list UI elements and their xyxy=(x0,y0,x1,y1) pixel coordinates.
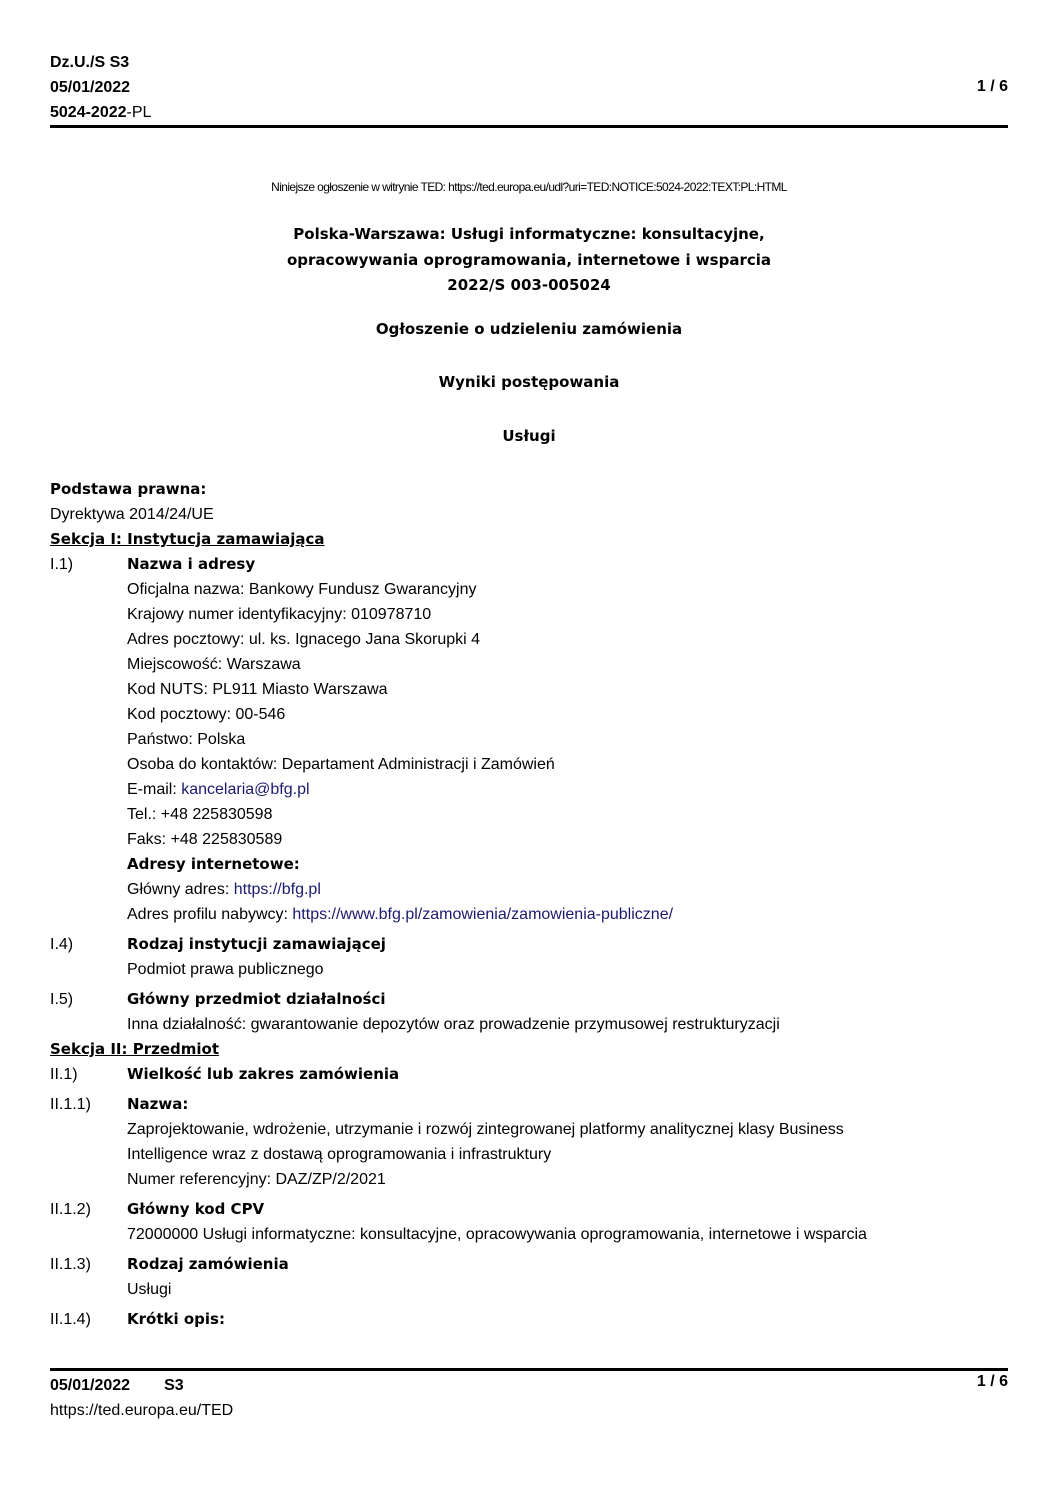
legal-basis-value: Dyrektywa 2014/24/UE xyxy=(50,506,214,523)
item-heading: Główny kod CPV xyxy=(127,1200,265,1218)
notice-type: Ogłoszenie o udzieleniu zamówienia xyxy=(375,320,683,338)
title-line-1: Polska-Warszawa: Usługi informatyczne: konsultacyjne, xyxy=(293,225,765,243)
authority-type: Podmiot prawa publicznego xyxy=(127,961,324,978)
footer-date: 05/01/2022 xyxy=(50,1377,131,1394)
main-activity: Inna działalność: gwarantowanie depozytów oraz prowadzenie przymusowej restrukturyzacji xyxy=(127,1016,780,1033)
notice-id-suffix: -PL xyxy=(126,104,152,121)
postal-code: Kod pocztowy: 00-546 xyxy=(127,706,286,723)
header-rule xyxy=(50,125,1008,128)
national-id: Krajowy numer identyfikacyjny: 010978710 xyxy=(127,606,432,623)
item-heading: Nazwa i adresy xyxy=(127,555,256,573)
buyer-profile-line xyxy=(127,902,1010,927)
item-number: II.1.2) xyxy=(50,1201,91,1218)
email-label: E-mail: xyxy=(127,781,182,798)
item-number: II.1) xyxy=(50,1066,78,1083)
postal-address: Adres pocztowy: ul. ks. Ignacego Jana Skorupki 4 xyxy=(127,631,481,648)
email-link[interactable]: kancelaria@bfg.pl xyxy=(181,781,310,798)
main-address-link[interactable]: https://bfg.pl xyxy=(233,881,321,898)
cpv-code: 72000000 Usługi informatyczne: konsultacyjne, opracowywania oprogramowania, internetowe i wsparcia xyxy=(127,1226,867,1243)
procedure-results: Wyniki postępowania xyxy=(438,373,620,391)
page-header xyxy=(50,50,151,125)
ted-notice-link[interactable]: Niniejsze ogłoszenie w witrynie TED: https://ted.europa.eu/udl?uri=TED:NOTICE:5024-2022:TEXT:PL:HTML xyxy=(271,180,787,194)
contract-kind: Usługi xyxy=(127,1281,172,1298)
fax: Faks: +48 225830589 xyxy=(127,831,283,848)
item-heading: Główny przedmiot działalności xyxy=(127,990,386,1008)
item-number: II.1.1) xyxy=(50,1096,91,1113)
footer-url[interactable]: https://ted.europa.eu/TED xyxy=(50,1402,234,1419)
item-number: I.1) xyxy=(50,556,74,573)
item-number: I.4) xyxy=(50,936,74,953)
footer-series: S3 xyxy=(164,1377,184,1394)
footer-rule xyxy=(50,1368,1008,1371)
footer-date-series xyxy=(50,1373,233,1398)
notice-body xyxy=(50,477,1010,1332)
item-number: II.1.3) xyxy=(50,1256,91,1273)
item-ii12 xyxy=(50,1197,1010,1247)
title-line-2: opracowywania oprogramowania, internetowe i wsparcia xyxy=(286,250,772,269)
page-footer xyxy=(50,1373,233,1423)
section-1-title: Sekcja I: Instytucja zamawiająca xyxy=(50,530,325,548)
item-heading: Krótki opis: xyxy=(127,1310,225,1328)
town: Miejscowość: Warszawa xyxy=(127,656,301,673)
item-number: I.5) xyxy=(50,991,74,1008)
publication-date: 05/01/2022 xyxy=(50,79,131,96)
item-i1 xyxy=(50,552,1010,927)
official-name: Oficjalna nazwa: Bankowy Fundusz Gwarancyjny xyxy=(127,581,477,598)
notice-id xyxy=(50,100,151,125)
notice-title xyxy=(0,222,1058,299)
telephone: Tel.: +48 225830598 xyxy=(127,806,273,823)
internet-addresses-heading: Adresy internetowe: xyxy=(127,855,300,873)
footer-page-number: 1 / 6 xyxy=(976,1373,1008,1390)
section-2-title: Sekcja II: Przedmiot xyxy=(50,1040,219,1058)
email-line xyxy=(127,777,1010,802)
item-heading: Rodzaj instytucji zamawiającej xyxy=(127,935,386,953)
item-ii14 xyxy=(50,1307,1010,1332)
item-ii1 xyxy=(50,1062,1010,1087)
legal-basis-label: Podstawa prawna: xyxy=(50,480,207,498)
contract-title-line-2: Intelligence wraz z dostawą oprogramowania i infrastruktury xyxy=(127,1146,552,1163)
main-address-line xyxy=(127,877,1010,902)
item-ii11 xyxy=(50,1092,1010,1192)
item-heading: Wielkość lub zakres zamówienia xyxy=(127,1065,400,1083)
title-line-3: 2022/S 003-005024 xyxy=(447,276,611,294)
buyer-profile-label: Adres profilu nabywcy: xyxy=(127,906,293,923)
contact-person: Osoba do kontaktów: Departament Administracji i Zamówień xyxy=(127,756,555,773)
main-address-label: Główny adres: xyxy=(127,881,234,898)
journal-ref: Dz.U./S S3 xyxy=(50,54,130,71)
buyer-profile-link[interactable]: https://www.bfg.pl/zamowienia/zamowienia-publiczne/ xyxy=(292,906,674,923)
item-ii13 xyxy=(50,1252,1010,1302)
contract-type: Usługi xyxy=(502,427,556,445)
header-page-number: 1 / 6 xyxy=(976,78,1008,95)
nuts-code: Kod NUTS: PL911 Miasto Warszawa xyxy=(127,681,388,698)
item-number: II.1.4) xyxy=(50,1311,91,1328)
contract-title-line-1: Zaprojektowanie, wdrożenie, utrzymanie i rozwój zintegrowanej platformy analitycznej klasy Business xyxy=(127,1121,844,1138)
item-heading: Nazwa: xyxy=(127,1095,189,1113)
reference-number: Numer referencyjny: DAZ/ZP/2/2021 xyxy=(127,1171,386,1188)
item-i4 xyxy=(50,932,1010,982)
item-heading: Rodzaj zamówienia xyxy=(127,1255,289,1273)
notice-id-number: 5024-2022 xyxy=(50,104,127,121)
country: Państwo: Polska xyxy=(127,731,246,748)
item-i5 xyxy=(50,987,1010,1037)
